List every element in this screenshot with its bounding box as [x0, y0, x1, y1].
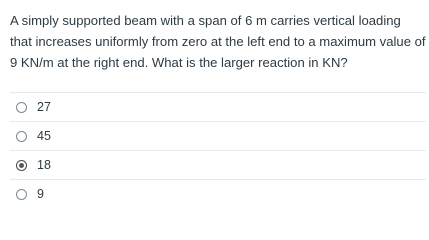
answer-option-4[interactable] — [10, 179, 426, 208]
answer-option-2[interactable] — [10, 121, 426, 150]
radio-button[interactable] — [16, 189, 27, 200]
answer-label: 27 — [37, 100, 51, 114]
radio-button[interactable] — [16, 160, 27, 171]
question-text: A simply supported beam with a span of 6 m carries vertical loading that increases uniformly from zero at the left end to a maximum value of 9 KN/m at the right end. What is the larger reaction in KN? — [10, 13, 426, 70]
answer-label: 45 — [37, 129, 51, 143]
answer-option-1[interactable] — [10, 92, 426, 121]
answer-list — [10, 92, 426, 208]
answer-option-3[interactable] — [10, 150, 426, 179]
radio-button[interactable] — [16, 102, 27, 113]
radio-button[interactable] — [16, 131, 27, 142]
answer-label: 9 — [37, 187, 44, 201]
answer-label: 18 — [37, 158, 51, 172]
